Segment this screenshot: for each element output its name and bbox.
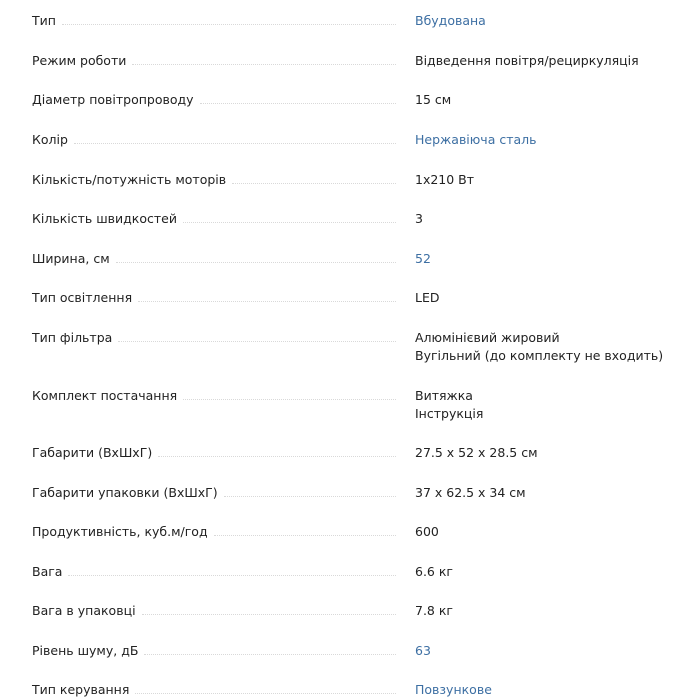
dotted-leader: [132, 64, 396, 65]
spec-value: [415, 289, 665, 307]
spec-label-text: Тип: [32, 12, 62, 30]
dotted-leader: [116, 262, 396, 263]
dotted-leader: [118, 341, 396, 342]
dotted-leader: [183, 222, 396, 223]
spec-value-line: 6.6 кг: [415, 564, 453, 579]
spec-value-line: Вугільний (до комплекту не входить): [415, 348, 664, 363]
spec-label-text: Продуктивність, куб.м/год: [32, 523, 214, 541]
spec-label: [32, 289, 404, 307]
spec-value-link[interactable]: Повзункове: [415, 682, 492, 697]
spec-label: [32, 642, 404, 660]
spec-label: [32, 52, 404, 70]
spec-label: [32, 523, 404, 541]
spec-label-text: Режим роботи: [32, 52, 132, 70]
spec-value-link[interactable]: Вбудована: [415, 13, 486, 28]
spec-label: [32, 484, 404, 502]
spec-label: [32, 444, 404, 462]
dotted-leader: [158, 456, 396, 457]
spec-label-text: Ширина, см: [32, 250, 116, 268]
dotted-leader: [138, 301, 396, 302]
spec-value: [415, 171, 665, 189]
spec-label-text: Діаметр повітропроводу: [32, 91, 200, 109]
spec-value-line: 15 см: [415, 92, 452, 107]
spec-value: [415, 91, 665, 109]
spec-value-line: Алюмінієвий жировий: [415, 330, 560, 345]
spec-value-line: 1x210 Вт: [415, 172, 475, 187]
spec-value: [415, 387, 665, 423]
spec-value: [415, 329, 665, 365]
spec-value-line: 27.5 x 52 x 28.5 см: [415, 445, 538, 460]
spec-label-text: Кількість швидкостей: [32, 210, 183, 228]
spec-value-line: 600: [415, 524, 439, 539]
spec-label: [32, 131, 404, 149]
dotted-leader: [183, 399, 396, 400]
spec-label-text: Тип фільтра: [32, 329, 118, 347]
spec-label: [32, 329, 404, 347]
spec-label: [32, 250, 404, 268]
spec-label: [32, 602, 404, 620]
spec-label: [32, 91, 404, 109]
spec-value-line: LED: [415, 290, 440, 305]
spec-value-link[interactable]: Нержавіюча сталь: [415, 132, 537, 147]
spec-value-line: 7.8 кг: [415, 603, 453, 618]
dotted-leader: [135, 693, 396, 694]
spec-value: [415, 12, 665, 30]
dotted-leader: [200, 103, 396, 104]
spec-label: [32, 563, 404, 581]
spec-label: [32, 171, 404, 189]
dotted-leader: [144, 654, 396, 655]
spec-value-line: 3: [415, 211, 423, 226]
spec-value: [415, 642, 665, 660]
spec-value-link[interactable]: 63: [415, 643, 431, 658]
spec-label-text: Колір: [32, 131, 74, 149]
dotted-leader: [142, 614, 396, 615]
dotted-leader: [62, 24, 396, 25]
dotted-leader: [74, 143, 396, 144]
spec-label-text: Вага: [32, 563, 68, 581]
spec-value-line: Інструкція: [415, 406, 484, 421]
dotted-leader: [68, 575, 396, 576]
spec-value: [415, 484, 665, 502]
spec-label-text: Вага в упаковці: [32, 602, 142, 620]
dotted-leader: [232, 183, 396, 184]
spec-value: [415, 52, 665, 70]
spec-label-text: Габарити (ВxШxГ): [32, 444, 158, 462]
spec-label: [32, 210, 404, 228]
spec-label-text: Тип керування: [32, 681, 135, 699]
spec-label-text: Рівень шуму, дБ: [32, 642, 144, 660]
spec-value: [415, 681, 665, 699]
dotted-leader: [224, 496, 396, 497]
spec-value: [415, 563, 665, 581]
dotted-leader: [214, 535, 396, 536]
spec-value-link[interactable]: 52: [415, 251, 431, 266]
spec-value: [415, 131, 665, 149]
spec-label: [32, 387, 404, 405]
spec-value: [415, 210, 665, 228]
spec-value: [415, 602, 665, 620]
spec-label: [32, 12, 404, 30]
spec-label: [32, 681, 404, 699]
spec-label-text: Тип освітлення: [32, 289, 138, 307]
spec-value-line: Витяжка: [415, 388, 473, 403]
spec-label-text: Габарити упаковки (ВxШxГ): [32, 484, 224, 502]
spec-value: [415, 250, 665, 268]
spec-value: [415, 444, 665, 462]
spec-label-text: Кількість/потужність моторів: [32, 171, 232, 189]
spec-value-line: Відведення повітря/рециркуляція: [415, 53, 639, 68]
spec-value: [415, 523, 665, 541]
spec-value-line: 37 x 62.5 x 34 см: [415, 485, 526, 500]
spec-label-text: Комплект постачання: [32, 387, 183, 405]
